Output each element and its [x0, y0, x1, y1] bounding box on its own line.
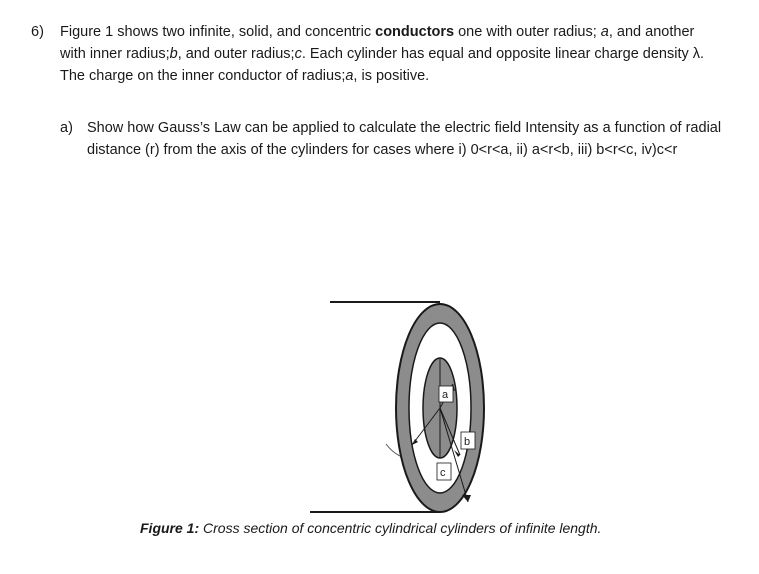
figure-caption	[140, 518, 601, 538]
question-text-part2: one with outer radius;	[454, 24, 601, 40]
label-a: a	[442, 389, 449, 401]
label-c: c	[440, 467, 446, 479]
concentric-cylinders-figure	[290, 290, 510, 518]
caption-text: Cross section of concentric cylindrical cylinders of infinite length.	[199, 520, 602, 536]
question-text-part6: , is positive.	[353, 68, 430, 84]
var-a: a	[600, 24, 609, 40]
var-c: c	[294, 46, 302, 62]
caption-bold: Figure 1:	[140, 520, 200, 536]
question-text-part4: , and outer radius;	[177, 46, 295, 62]
question-text	[60, 21, 720, 87]
question-text-part1: Figure 1 shows two infinite, solid, and concentric	[60, 24, 376, 40]
var-a-second: a	[345, 68, 354, 84]
question-text-part5: . Each cylinder has equal and opposite linear charge density λ. The charge on the inner conductor of radius;	[60, 46, 705, 84]
label-b: b	[464, 436, 471, 448]
question-text-part3: , and another with inner radius;	[60, 24, 695, 62]
arrow-c	[462, 495, 471, 502]
part-a-text: Show how Gauss’s Law can be applied to calculate the electric field Intensity as a function of radial distance (r) from the axis of the cylinders for cases where i) 0<r<a, ii) a<r<b, iii) b<r<c, iv)c<r	[87, 120, 722, 158]
part-a-label: a)	[60, 120, 73, 136]
conductors-bold: conductors	[375, 24, 455, 40]
var-b: b	[169, 46, 178, 62]
question-number: 6)	[31, 24, 44, 40]
